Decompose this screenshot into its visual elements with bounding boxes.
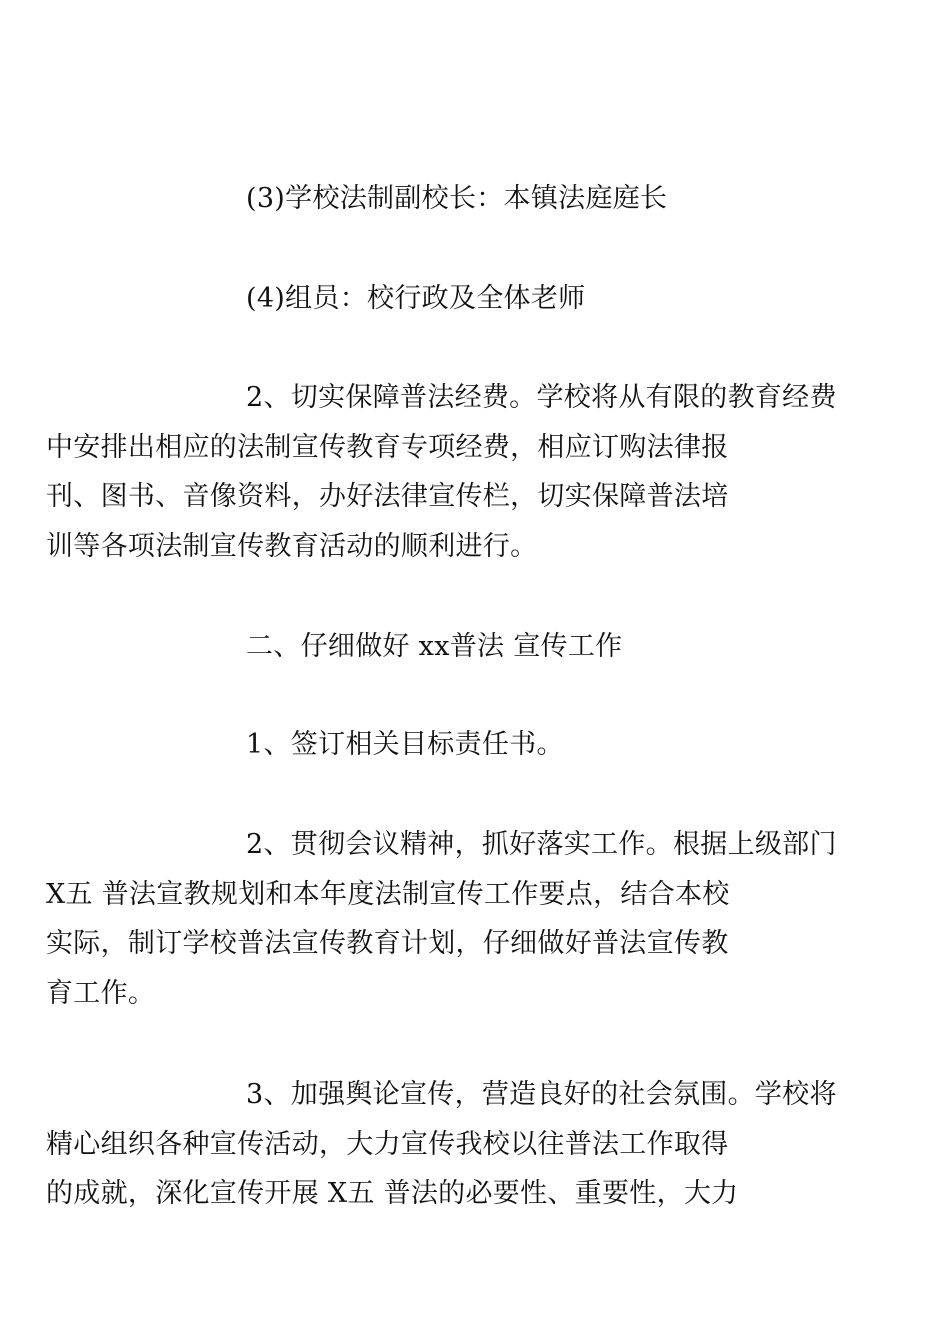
text-line: 2、贯彻会议精神，抓好落实工作。根据上级部门	[246, 829, 837, 860]
paragraph-publicity	[46, 1070, 837, 1219]
text-line: 训等各项法制宣传教育活动的顺利进行。	[46, 530, 538, 562]
text-line: 二、仔细做好 xx普法 宣传工作	[246, 631, 623, 662]
paragraph-vice-principal	[146, 174, 806, 224]
text-line: 中安排出相应的法制宣传教育专项经费，相应订购法律报	[46, 431, 729, 463]
paragraph-meeting-spirit	[46, 820, 837, 1018]
paragraph-members	[146, 274, 806, 324]
text-line: 1、签订相关目标责任书。	[246, 729, 564, 760]
text-line: (3)学校法制副校长：本镇法庭庭长	[246, 183, 668, 214]
text-line: 3、加强舆论宣传，营造良好的社会氛围。学校将	[246, 1079, 837, 1110]
section-heading-two	[146, 622, 806, 672]
paragraph-responsibility	[146, 720, 806, 770]
paragraph-funding	[46, 373, 837, 571]
text-line: 精心组织各种宣传活动，大力宣传我校以往普法工作取得	[46, 1128, 729, 1160]
text-line: 的成就，深化宣传开展 X五 普法的必要性、重要性，大力	[46, 1178, 739, 1209]
text-line: 2、切实保障普法经费。学校将从有限的教育经费	[246, 382, 837, 413]
text-line: (4)组员：校行政及全体老师	[246, 283, 586, 314]
text-line: X五 普法宣教规划和本年度法制宣传工作要点，结合本校	[46, 878, 730, 910]
text-line: 育工作。	[46, 977, 156, 1009]
text-line: 刊、图书、音像资料，办好法律宣传栏，切实保障普法培	[46, 481, 729, 512]
text-line: 实际，制订学校普法宣传教育计划，仔细做好普法宣传教	[46, 928, 729, 959]
